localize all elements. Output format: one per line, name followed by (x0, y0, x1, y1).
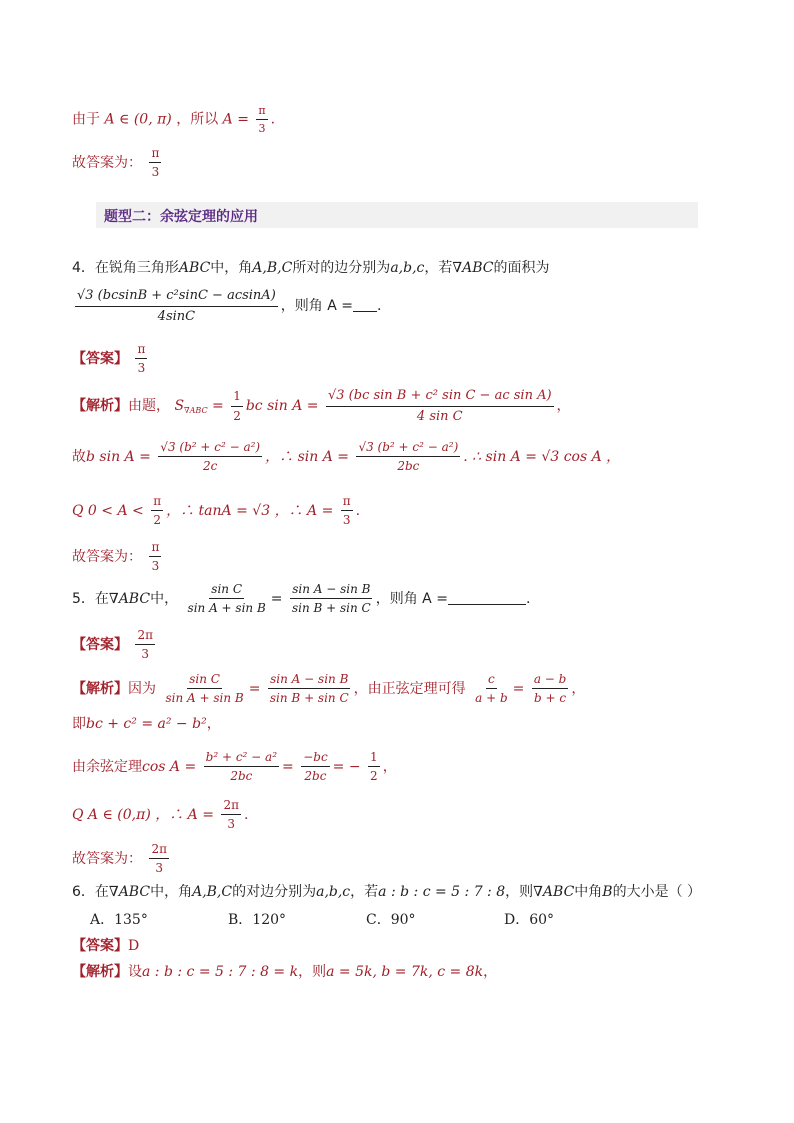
q5-final: 故答案为： $\frac{2\pi}{3}$ (72, 842, 167, 876)
section-title: 题型二：余弦定理的应用 (104, 209, 258, 225)
fraction: $\frac{\text{sin C}}{\text{sin A + sin B}}$ (165, 672, 244, 706)
q5-answer: 【答案】 $\frac{2\pi}{3}$ (72, 628, 153, 662)
section-header (96, 202, 698, 228)
fraction: $\frac{\pi}{3}$ (151, 146, 160, 180)
fraction: $\frac{2\pi}{3}$ (223, 798, 239, 832)
q4-analysis-line1: 【解析】由题， $S_{\nabla ABC}$ = $\frac{1}{2}$ bc sin A = $\frac{\text{√3 (bc sin B + c² sin C − ac sin A)}}{\text{4 sin C}}$ ， (72, 388, 571, 424)
q5-analysis-line1: 【解析】因为 $\frac{\text{sin C}}{\text{sin A + sin B}}$ = $\frac{\text{sin A − sin B}}{\text{sin B + sin C}}$ ，由正弦定理可得 $\frac{c}{a + b}$ = $\frac{a - b}{b + c}$ ， (72, 672, 586, 706)
option-a[interactable]: A．135° (90, 912, 148, 928)
q4-stem-line1: 4．在锐角三角形ABC中，角A,B,C所对的边分别为a,b,c，若∇ABC的面积为 (72, 260, 550, 276)
fraction: $\frac{1}{2}$ (370, 750, 378, 784)
fraction: $\frac{\pi}{3}$ (258, 104, 266, 136)
q5-analysis-line2: 即bc + c² = a² − b²， (72, 716, 221, 732)
fraction: $\frac{2\pi}{3}$ (151, 842, 167, 876)
area-fraction: $\frac{\text{√3 (bcsinB + c²sinC − acsinA)}}{4\sin C}$ (77, 288, 276, 324)
fraction: $\frac{c}{a + b}$ (475, 672, 508, 706)
fraction: $\frac{1}{2}$ (233, 389, 241, 423)
option-d[interactable]: D．60° (504, 912, 555, 928)
option-c[interactable]: C．90° (366, 912, 416, 928)
q4-analysis-line2: 故b sin A = $\frac{\text{√3 (b² + c² − a²)}}{2c}$ ，∴ sin A = $\frac{\text{√3 (b² + c² − a²)}}{2bc}$ . ∴ sin A = √3 cos A ， (72, 440, 621, 474)
intro-answer-line: 故答案为： $\frac{\pi}{3}$ (72, 146, 160, 180)
fraction: $\frac{\text{sin C}}{\text{sin A + sin B}}$ (187, 582, 266, 616)
q4-answer: 【答案】 $\frac{\pi}{3}$ (72, 342, 146, 376)
q4-final: 故答案为： $\frac{\pi}{3}$ (72, 540, 160, 574)
fraction: $\frac{\text{sin A − sin B}}{\text{sin B + sin C}}$ (269, 672, 349, 706)
q5-analysis-line3: 由余弦定理cos A = $\frac{\text{b² + c² − a²}}{2bc}$ = $\frac{-bc}{2bc}$ = − $\frac{1}{2}$ ， (72, 750, 397, 784)
fraction: $\frac{-bc}{2bc}$ (303, 750, 328, 784)
fraction: $\frac{\text{√3 (bc sin B + c² sin C − ac sin A)}}{\text{4 sin C}}$ (327, 388, 552, 424)
q4-stem-line2: $\frac{\text{√3 (bcsinB + c²sinC − acsinA)}}{4\sin C}$ ，则角 A = . (77, 288, 382, 324)
answer-blank (353, 311, 377, 312)
intro-line: 由于 A ∈ (0, π) ，所以 A = $\frac{\pi}{3}$ . (72, 104, 276, 136)
option-b[interactable]: B．120° (228, 912, 287, 928)
fraction: $\frac{a - b}{b + c}$ (533, 672, 567, 706)
q6-analysis: 【解析】设a : b : c = 5 : 7 : 8 = k，则a = 5k, b = 7k, c = 8k， (72, 964, 498, 980)
q6-stem: 6．在∇ABC中，角A,B,C的对边分别为a,b,c，若a : b : c = 5 : 7 : 8，则∇ABC中角B的大小是（ ） (72, 884, 702, 900)
fraction: $\frac{\pi}{2}$ (153, 494, 162, 528)
q6-options (90, 912, 642, 929)
answer-blank (448, 604, 526, 605)
fraction: $\frac{\text{b² + c² − a²}}{2bc}$ (205, 750, 278, 784)
q6-answer: 【答案】D (72, 938, 140, 954)
fraction: $\frac{\pi}{3}$ (151, 540, 160, 574)
fraction: $\frac{\text{sin A − sin B}}{\text{sin B + sin C}}$ (291, 582, 371, 616)
q4-analysis-line3: Q 0 < A < $\frac{\pi}{2}$ ，∴ tanA = √3 ，∴ A = $\frac{\pi}{3}$ . (72, 494, 361, 528)
q5-analysis-line4: Q A ∈ (0,π) ，∴ A = $\frac{2\pi}{3}$ . (72, 798, 249, 832)
q5-stem: 5．在∇ABC中， $\frac{\text{sin C}}{\text{sin A + sin B}}$ = $\frac{\text{sin A − sin B}}{\text{sin B + sin C}}$ ，则角 A = . (72, 582, 531, 616)
fraction: $\frac{\text{√3 (b² + c² − a²)}}{2c}$ (160, 440, 261, 474)
fraction: $\frac{\pi}{3}$ (342, 494, 351, 528)
fraction: $\frac{2\pi}{3}$ (137, 628, 153, 662)
fraction: $\frac{\text{√3 (b² + c² − a²)}}{2bc}$ (358, 440, 459, 474)
fraction: $\frac{\pi}{3}$ (137, 342, 146, 376)
